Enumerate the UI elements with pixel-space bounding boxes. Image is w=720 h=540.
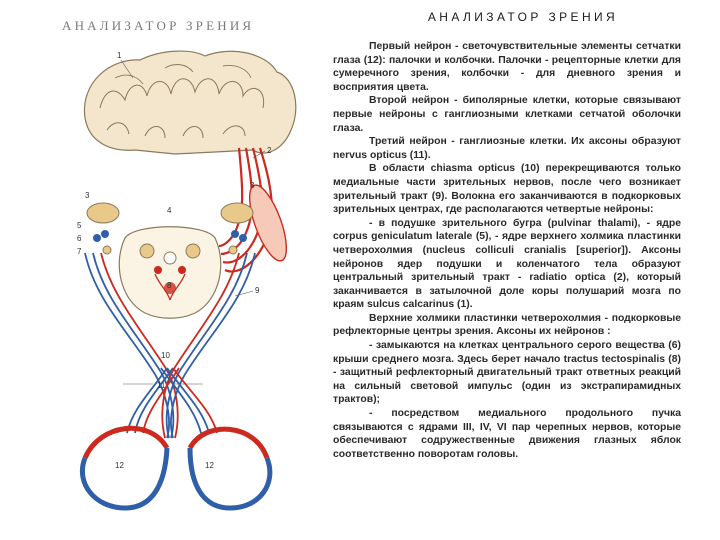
paragraph-third-neuron: Третий нейрон - ганглиозные клетки. Их аксоны образуют nervus opticus (11).	[333, 136, 681, 161]
figure-title: АНАЛИЗАТОР ЗРЕНИЯ	[62, 18, 255, 33]
label-9: 9	[255, 286, 260, 295]
retina-left	[82, 428, 167, 508]
page-title: АНАЛИЗАТОР ЗРЕНИЯ	[427, 10, 619, 24]
paragraph-fourth-neurons: - в подушке зрительного бугра (pulvinar thalami), - ядре corpus geniculatum laterale (5), - ядре верхнего холмика пластинки четверохолмия (nucleus colliculi cranialis [superior]). Аксоны нейронов ядер подушки и коленчатого тела образуют центральный зрительный тракт - radiatio optica (2), который заканчивается в затылочной доле коры полушарий мозга по краям sulcus calcarinus (1).	[333, 217, 681, 311]
label-2: 2	[267, 146, 272, 155]
paragraph-mlf: - посредством медиального продольного пучка связываются с ядрами III, IV, VI пар черепных нервов, которые обеспечивают содружественные движения глазных яблок соответственно поворотам головы.	[333, 408, 681, 460]
label-12-right: 12	[205, 461, 214, 470]
label-3-left: 3	[85, 191, 90, 200]
label-12-left: 12	[115, 461, 124, 470]
label-5: 5	[77, 221, 82, 230]
paragraph-tectospinal: - замыкаются на клетках центрального серого вещества (6) крыши среднего мозга. Здесь берет начало tractus tectospinalis (8) - защитный рефлекторный двигательный тракт ответных реакций на сильный световой импульс (один из экстрапирамидных трактов);	[333, 340, 681, 406]
visual-pathway-diagram	[55, 38, 345, 533]
label-8: 8	[167, 281, 172, 290]
paragraph-first-neuron: Первый нейрон - светочувствительные элементы сетчатки глаза (12): палочки и колбочки. Палочки - рецепторные клетки для сумеречного зрения, колбочки - для дневного зрения и восприятия цвета.	[333, 41, 681, 93]
description-text	[333, 40, 681, 461]
paragraph-chiasma: В области chiasma opticus (10) перекрещиваются только медиальные части зрительных нервов, после чего возникает зрительный тракт (9). Волокна его заканчиваются в подкорковых зрительных центрах, где располагаются четвертые нейроны:	[333, 163, 681, 216]
label-1: 1	[117, 51, 122, 60]
occipital-cortex	[84, 51, 295, 154]
label-10: 10	[161, 351, 170, 360]
midbrain-section	[87, 203, 253, 318]
label-3-right: 3	[250, 181, 255, 190]
label-6: 6	[77, 234, 82, 243]
label-4: 4	[167, 206, 172, 215]
label-11: 11	[157, 381, 166, 390]
paragraph-colliculi: Верхние холмики пластинки четверохолмия - подкорковые рефлекторные центры зрения. Аксоны их нейронов :	[333, 312, 681, 338]
label-7: 7	[77, 247, 82, 256]
retina-right	[190, 429, 270, 508]
paragraph-second-neuron: Второй нейрон - биполярные клетки, которые связывают первые нейроны с ганглиозными клетками сетчатой оболочки глаза.	[333, 95, 681, 134]
